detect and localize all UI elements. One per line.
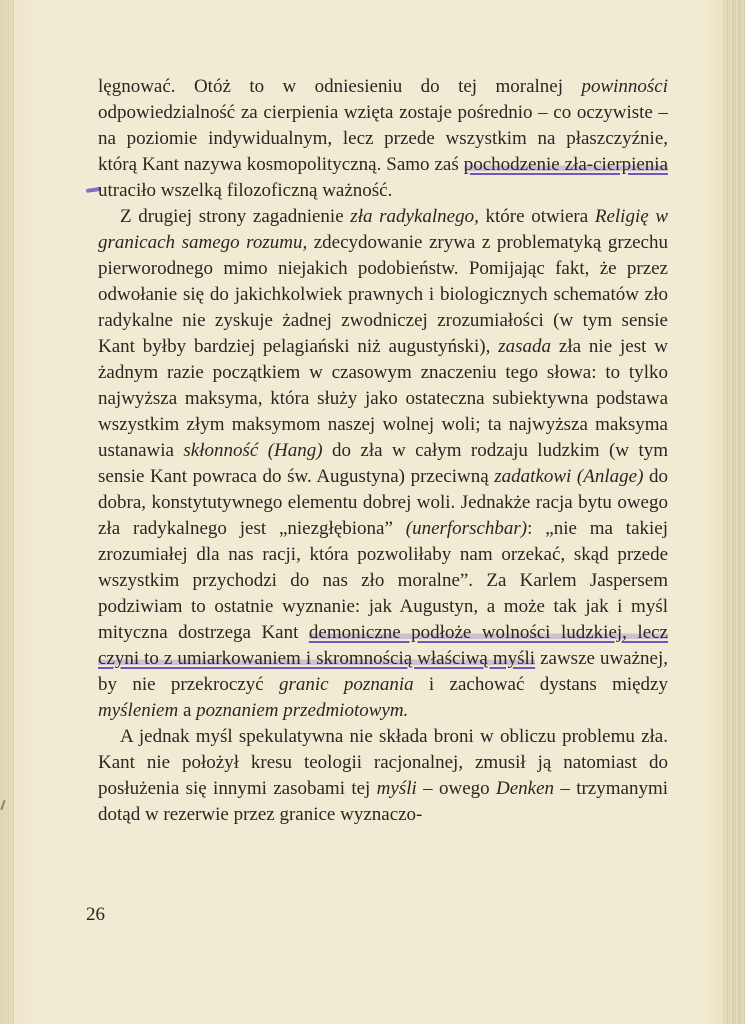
body-text xyxy=(98,74,668,828)
page-fore-edge xyxy=(723,0,745,1024)
italic-term: Religię w granicach samego rozumu, xyxy=(98,206,669,253)
page-gutter xyxy=(0,0,14,1024)
text-run: a xyxy=(178,700,197,721)
italic-term: poznaniem przedmiotowym. xyxy=(196,700,409,721)
text-run: lęgnować. Otóż to w odniesieniu do tej moralnej xyxy=(98,76,582,97)
text-run: utraciło wszelką filozoficzną ważność. xyxy=(98,180,393,201)
highlighted-passage: pochodzenie zła-cierpienia xyxy=(463,154,668,175)
italic-term: powinności xyxy=(581,76,668,97)
text-run: które otwiera xyxy=(478,206,595,227)
text-run: zła nie jest w żadnym razie początkiem w czasowym znaczeniu tego słowa: to tylko najwyższa maksyma, która służy jako ostateczna subiektywna podstawa wszystkim złym maksymom naszej wolnej woli; ta najwyższa maksyma ustanawia xyxy=(98,336,668,461)
text-run: – trzymanymi dotąd w rezerwie przez granice wyznaczo- xyxy=(98,778,669,825)
text-run: zawsze uważnej, by nie przekroczyć xyxy=(98,648,668,695)
text-run: do zła w całym rodzaju ludzkim (w tym sensie Kant powraca do św. Augustyna) przeciwną xyxy=(98,440,668,487)
highlighted-passage: demoniczne podłoże wolności ludzkiej, lecz czyni to z umiarkowaniem i skromnością właściwą myśli xyxy=(98,622,668,669)
italic-term: myśleniem xyxy=(98,700,179,721)
italic-term: myśli xyxy=(376,778,417,799)
text-run: zdecydowanie zrywa z problematyką grzechu pierworodnego mimo niejakich podobieństw. Pomijając fakt, że przez odwołanie się do jakichkolwiek prawnych i biologicznych schematów zło radykalne nie zyskuje żadnej zwodniczej zrozumiałości (w tym sensie Kant byłby bardziej pelagiański niż augustyński), xyxy=(98,232,668,357)
italic-term: Denken xyxy=(495,778,555,799)
text-run: odpowiedzialność za cierpienia wzięta zostaje pośrednio – co oczywiste – na poziomie indywidualnym, lecz przede wszystkim na płaszczyźnie, którą Kant nazywa kosmopolityczną. Samo zaś xyxy=(98,102,668,175)
text-run: A jednak myśl spekulatywna nie składa broni w obliczu problemu zła. Kant nie położył kresu teologii racjonalnej, zmusił ją natomiast do posłużenia się innymi zasobami tej xyxy=(98,726,668,799)
italic-term: zła radykalnego, xyxy=(350,206,479,227)
italic-term: zadatkowi (Anlage) xyxy=(494,466,644,487)
italic-term: granic poznania xyxy=(279,674,414,695)
paragraph-3 xyxy=(98,724,668,828)
italic-term: (unerforschbar) xyxy=(405,518,528,539)
text-run: Z drugiej strony zagadnienie xyxy=(120,206,351,227)
text-run: i zachować dystans między xyxy=(413,674,668,695)
text-run: do dobra, konstytutywnego elementu dobrej woli. Jednakże racja bytu owego zła radykalnego jest „niezgłębiona” xyxy=(98,466,669,539)
italic-term: skłonność (Hang) xyxy=(183,440,323,461)
text-run: : „nie ma takiej zrozumiałej dla nas racji, która pozwoliłaby nam orzekać, skąd przede wszystkim przychodzi do nas zło moralne”. Za Karlem Jaspersem podziwiam to ostatnie wyznanie: jak Augustyn, a może tak jak i myśl mityczna dostrzega Kant xyxy=(98,518,669,643)
paragraph-2 xyxy=(98,204,668,724)
italic-term: zasada xyxy=(498,336,552,357)
text-run: – owego xyxy=(416,778,496,799)
page-number: 26 xyxy=(86,904,105,925)
paragraph-1 xyxy=(98,74,668,204)
